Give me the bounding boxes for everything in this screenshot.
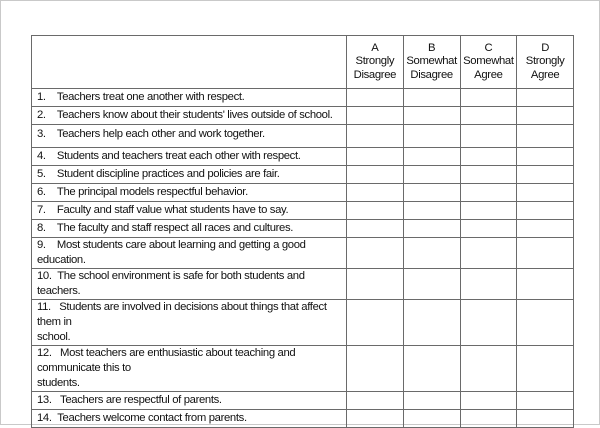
response-cell-c[interactable] — [460, 238, 517, 269]
option-letter: B — [428, 41, 436, 54]
response-cell-a[interactable] — [347, 202, 404, 220]
option-letter: C — [484, 41, 493, 54]
option-label-line2: Disagree — [410, 68, 453, 81]
response-cell-b[interactable] — [403, 89, 460, 107]
response-cell-b[interactable] — [403, 184, 460, 202]
response-cell-a[interactable] — [347, 238, 404, 269]
statement-number: 6. — [37, 186, 46, 198]
statement-number: 9. — [37, 239, 46, 251]
response-cell-d[interactable] — [517, 125, 574, 148]
statement-number: 3. — [37, 128, 46, 140]
statement-number: 8. — [37, 222, 46, 234]
option-b-header — [403, 36, 460, 89]
response-cell-d[interactable] — [517, 202, 574, 220]
statement-number: 10. — [37, 270, 52, 282]
statement-text-line2: school. — [37, 331, 71, 343]
option-c-header — [460, 36, 517, 89]
response-cell-b[interactable] — [403, 392, 460, 410]
response-cell-b[interactable] — [403, 220, 460, 238]
response-cell-b[interactable] — [403, 166, 460, 184]
option-label-line1: Strongly — [525, 55, 565, 68]
response-cell-d[interactable] — [517, 300, 574, 346]
statement-row — [32, 300, 574, 346]
response-cell-c[interactable] — [460, 148, 517, 166]
statement-row — [32, 107, 574, 125]
statement-number: 4. — [37, 150, 46, 162]
response-cell-d[interactable] — [517, 107, 574, 125]
statement-cell — [32, 89, 347, 107]
response-cell-a[interactable] — [347, 269, 404, 300]
statement-text: Teachers welcome contact from parents. — [57, 412, 247, 424]
response-cell-a[interactable] — [347, 89, 404, 107]
response-cell-d[interactable] — [517, 220, 574, 238]
statement-row — [32, 184, 574, 202]
response-cell-b[interactable] — [403, 269, 460, 300]
response-cell-d[interactable] — [517, 392, 574, 410]
statement-row — [32, 202, 574, 220]
statement-row — [32, 148, 574, 166]
response-cell-c[interactable] — [460, 184, 517, 202]
response-cell-a[interactable] — [347, 166, 404, 184]
statement-cell — [32, 238, 347, 269]
header-row — [32, 36, 574, 89]
response-cell-b[interactable] — [403, 202, 460, 220]
statement-row — [32, 346, 574, 392]
statement-cell — [32, 148, 347, 166]
statement-text: Teachers help each other and work together. — [56, 128, 265, 140]
statement-row — [32, 125, 574, 148]
option-label-line1: Strongly — [355, 55, 395, 68]
response-cell-a[interactable] — [347, 148, 404, 166]
option-a-header — [347, 36, 404, 89]
option-label-line1: Somewhat — [463, 55, 514, 68]
statement-cell — [32, 125, 347, 148]
statement-cell — [32, 220, 347, 238]
response-cell-c[interactable] — [460, 107, 517, 125]
statement-cell — [32, 392, 347, 410]
response-cell-c[interactable] — [460, 89, 517, 107]
statement-number: 12. — [37, 347, 52, 359]
response-cell-a[interactable] — [347, 346, 404, 392]
option-letter: A — [371, 41, 379, 54]
statement-text-line1: Students are involved in decisions about things that affect them in — [37, 301, 327, 328]
statement-text: Faculty and staff value what students have to say. — [56, 204, 289, 216]
option-d-header — [517, 36, 574, 89]
response-cell-c[interactable] — [460, 202, 517, 220]
response-cell-d[interactable] — [517, 166, 574, 184]
response-cell-c[interactable] — [460, 166, 517, 184]
statement-number: 5. — [37, 168, 46, 180]
statement-text: The school environment is safe for both students and teachers. — [37, 270, 305, 297]
response-cell-c[interactable] — [460, 346, 517, 392]
response-cell-c[interactable] — [460, 125, 517, 148]
statement-row — [32, 166, 574, 184]
response-cell-d[interactable] — [517, 89, 574, 107]
statement-text: Student discipline practices and policies are fair. — [56, 168, 280, 180]
statement-text: Teachers are respectful of parents. — [60, 394, 222, 406]
response-cell-b[interactable] — [403, 346, 460, 392]
statement-text: Teachers know about their students' lives outside of school. — [56, 109, 333, 121]
statement-number: 1. — [37, 91, 46, 103]
response-cell-b[interactable] — [403, 300, 460, 346]
option-letter: D — [541, 41, 550, 54]
statement-number: 11. — [37, 301, 51, 313]
statement-cell — [32, 300, 347, 346]
response-cell-c[interactable] — [460, 269, 517, 300]
response-cell-b[interactable] — [403, 148, 460, 166]
option-label-line2: Agree — [474, 68, 503, 81]
response-cell-d[interactable] — [517, 184, 574, 202]
statement-text-line2: students. — [37, 377, 80, 389]
response-cell-a[interactable] — [347, 107, 404, 125]
statement-text: The faculty and staff respect all races and cultures. — [56, 222, 294, 234]
statement-number: 7. — [37, 204, 46, 216]
response-cell-b[interactable] — [403, 238, 460, 269]
response-cell-a[interactable] — [347, 125, 404, 148]
option-label-line1: Somewhat — [406, 55, 457, 68]
statement-row — [32, 392, 574, 410]
response-cell-c[interactable] — [460, 392, 517, 410]
statement-cell — [32, 269, 347, 300]
statement-cell — [32, 346, 347, 392]
header-blank-cell — [32, 36, 347, 89]
statement-text: Most students care about learning and getting a good education. — [37, 239, 306, 266]
response-cell-a[interactable] — [347, 392, 404, 410]
statement-text: Students and teachers treat each other with respect. — [56, 150, 301, 162]
response-cell-a[interactable] — [347, 184, 404, 202]
statement-number: 14. — [37, 412, 52, 424]
option-label-line2: Agree — [530, 68, 560, 81]
statement-cell — [32, 107, 347, 125]
statement-cell — [32, 184, 347, 202]
statement-number: 2. — [37, 109, 46, 121]
statement-text-line1: Most teachers are enthusiastic about teaching and communicate this to — [37, 347, 296, 374]
statement-row — [32, 89, 574, 107]
statement-row — [32, 269, 574, 300]
response-cell-d[interactable] — [517, 269, 574, 300]
statement-row — [32, 238, 574, 269]
statement-number: 13. — [37, 394, 52, 406]
response-cell-d[interactable] — [517, 148, 574, 166]
response-cell-a[interactable] — [347, 300, 404, 346]
statement-text: The principal models respectful behavior. — [56, 186, 248, 198]
response-cell-c[interactable] — [460, 300, 517, 346]
statement-cell — [32, 166, 347, 184]
survey-table — [31, 35, 574, 428]
statement-row — [32, 220, 574, 238]
response-cell-d[interactable] — [517, 238, 574, 269]
response-cell-d[interactable] — [517, 346, 574, 392]
option-label-line2: Disagree — [353, 68, 397, 81]
statement-text: Teachers treat one another with respect. — [56, 91, 245, 103]
response-cell-b[interactable] — [403, 125, 460, 148]
response-cell-c[interactable] — [460, 220, 517, 238]
statement-cell — [32, 202, 347, 220]
response-cell-a[interactable] — [347, 220, 404, 238]
response-cell-b[interactable] — [403, 107, 460, 125]
